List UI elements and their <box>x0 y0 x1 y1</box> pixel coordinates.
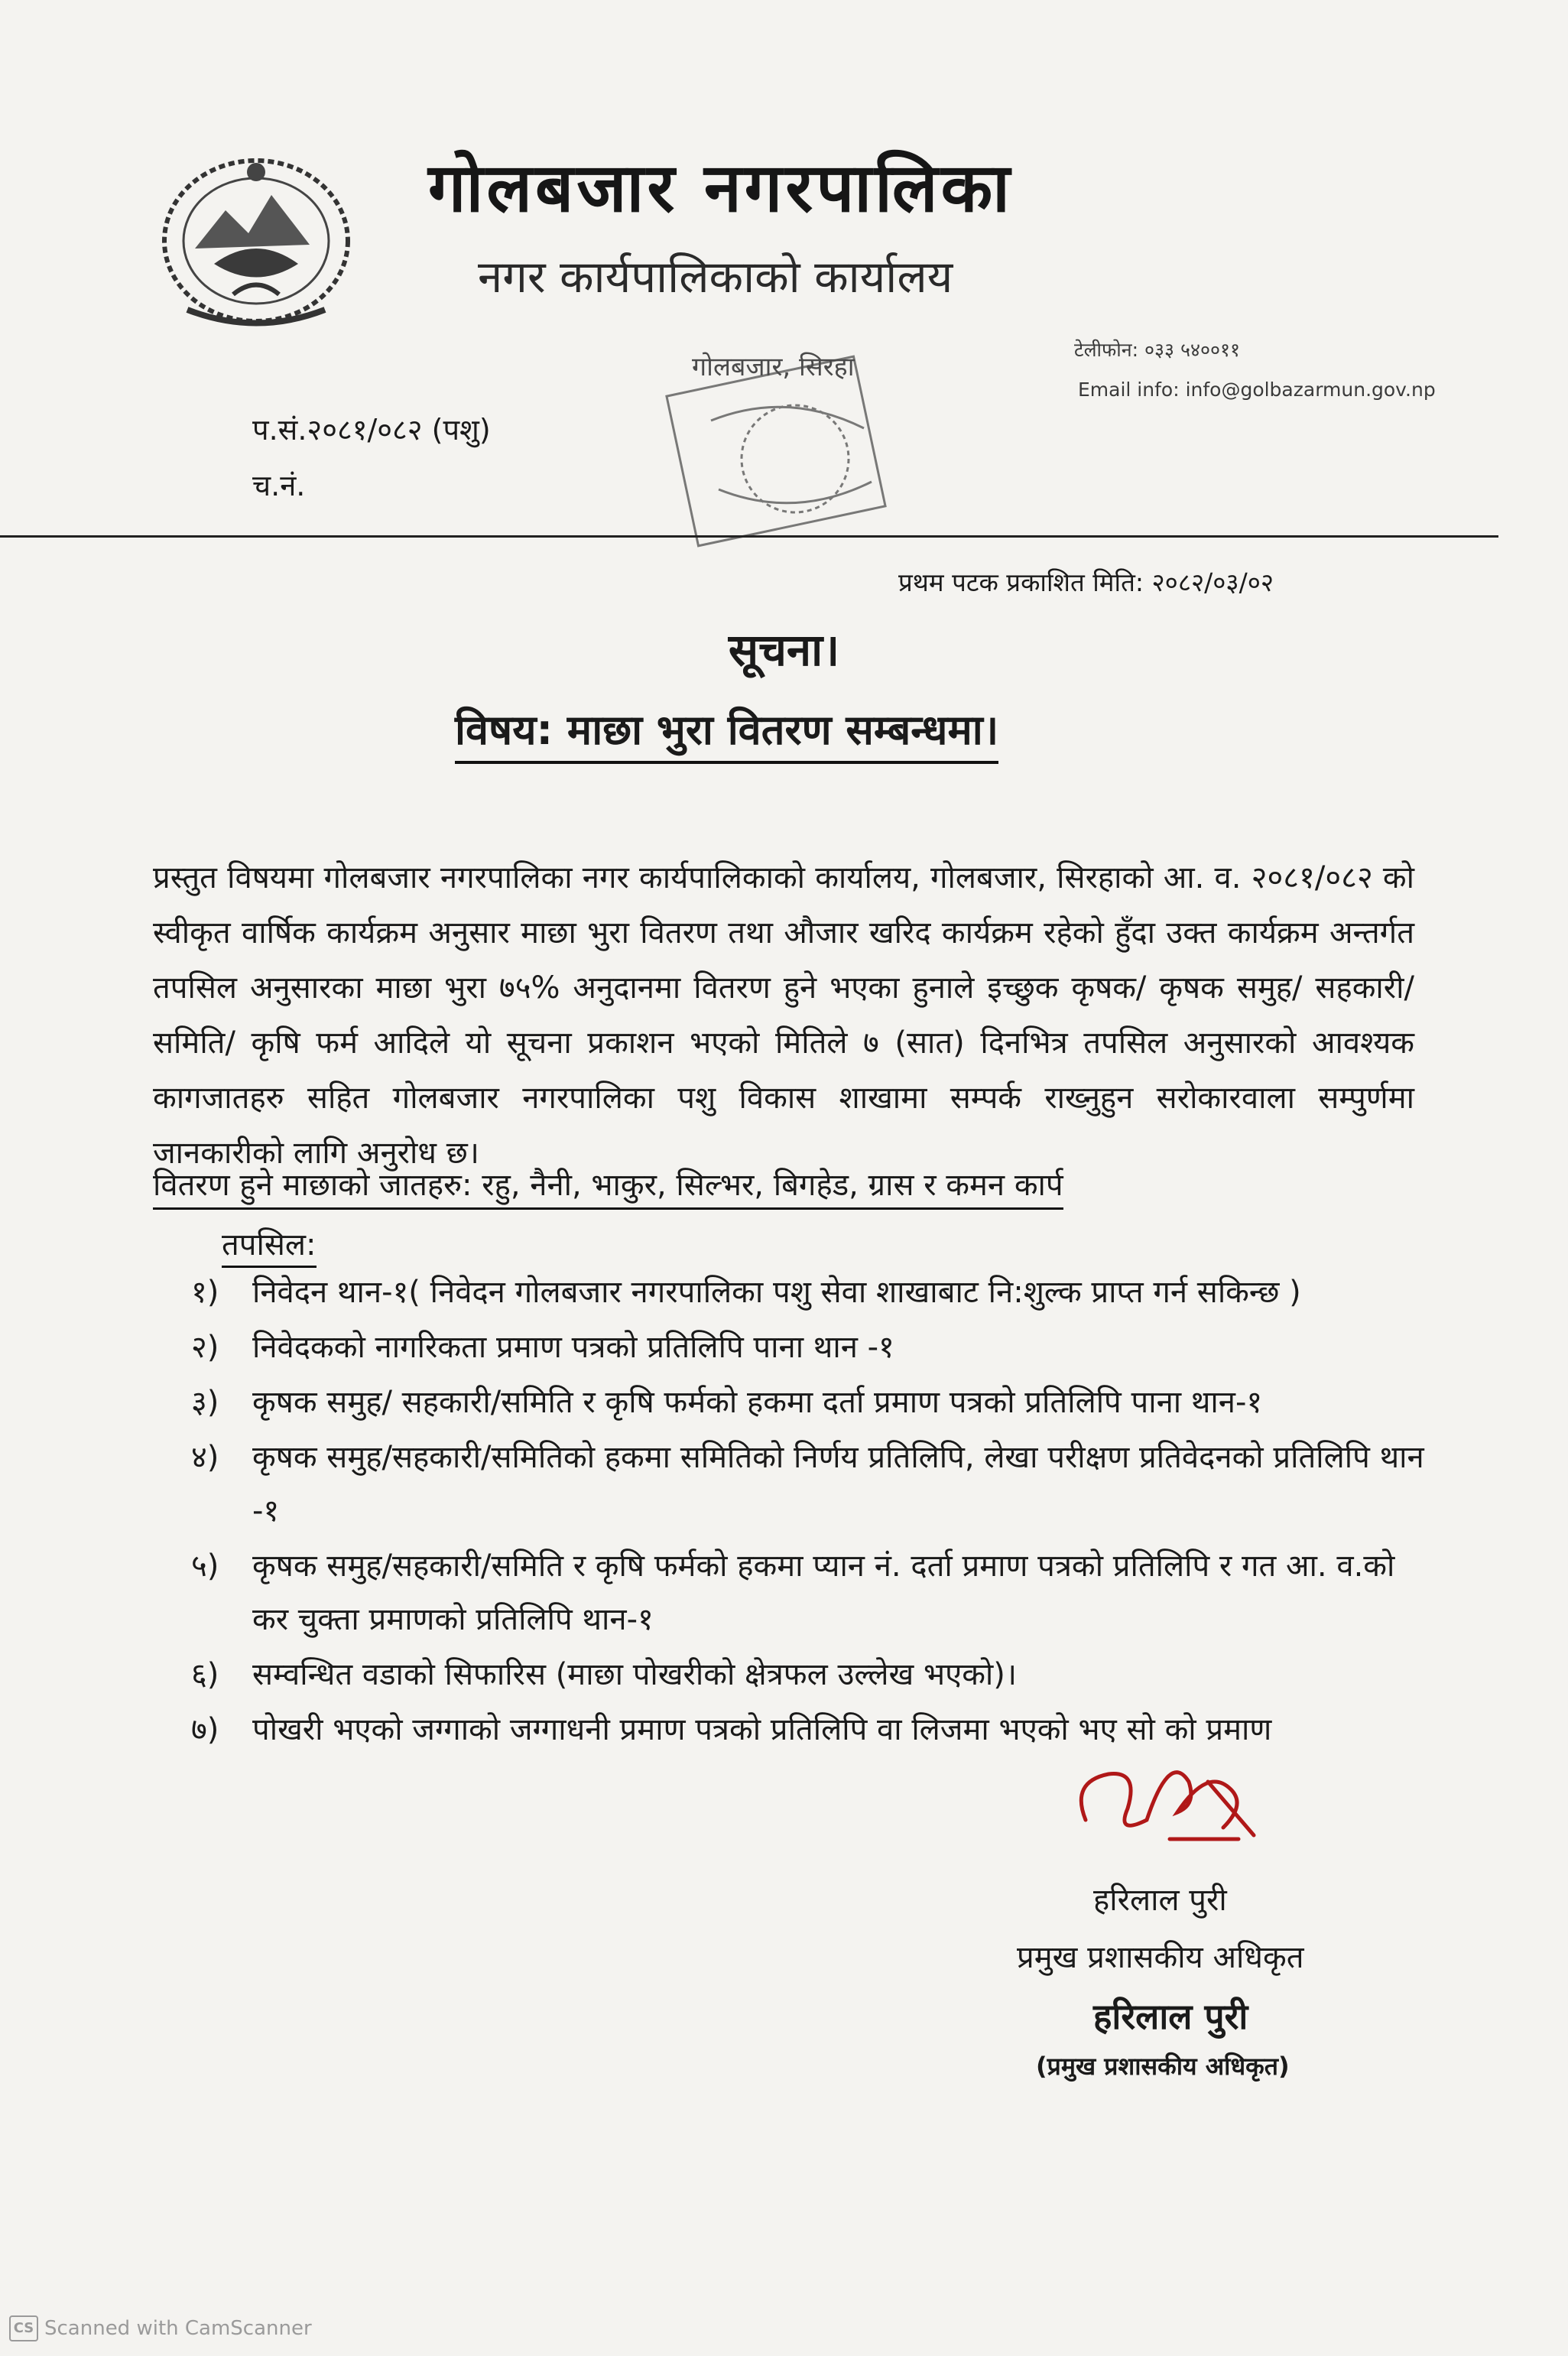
signatory-title: प्रमुख प्रशासकीय अधिकृत <box>1017 1940 1304 1975</box>
stamp-text: गोलबजार, सिरहा <box>692 352 855 382</box>
list-item-number: ४) <box>191 1440 219 1475</box>
list-item-number: ३) <box>191 1385 219 1420</box>
notice-title: सूचना। <box>728 624 840 676</box>
list-item-text: सम्वन्धित वडाको सिफारिस (माछा पोखरीको क्षेत्रफल उल्लेख भएको)। <box>252 1657 1018 1692</box>
tapasil-label: तपसिल: <box>222 1222 317 1268</box>
list-item-number: ५) <box>191 1548 219 1584</box>
reference-number: प.सं.२०८१/०८२ (पशु) <box>252 413 491 447</box>
list-item-number: ६) <box>191 1657 219 1692</box>
list-item-number: २) <box>191 1330 219 1365</box>
list-item <box>191 1266 1430 1319</box>
list-item-text: पोखरी भएको जग्गाको जग्गाधनी प्रमाण पत्रको प्रतिलिपि वा लिजमा भएको भए सो को प्रमाण <box>252 1712 1272 1747</box>
signature-icon <box>1055 1736 1284 1866</box>
list-item <box>191 1539 1430 1646</box>
list-item-number: १) <box>191 1275 219 1310</box>
list-item-text: निवेदन थान-१( निवेदन गोलबजार नगरपालिका पशु सेवा शाखाबाट नि:शुल्क प्राप्त गर्न सकिन्छ ) <box>252 1275 1301 1310</box>
notice-subject: विषय: माछा भुरा वितरण सम्बन्धमा। <box>455 700 998 764</box>
scanner-watermark <box>9 2315 312 2341</box>
signatory-name: हरिलाल पुरी <box>1093 1883 1227 1918</box>
list-item-text: कृषक समुह/सहकारी/समितिको हकमा समितिको निर्णय प्रतिलिपि, लेखा परीक्षण प्रतिवेदनको प्रतिलिपि थान -१ <box>252 1440 1424 1529</box>
list-item <box>191 1376 1430 1429</box>
fish-species-line: वितरण हुने माछाको जातहरु: रहु, नैनी, भाकुर, सिल्भर, बिगहेड, ग्रास र कमन कार्प <box>153 1162 1063 1210</box>
header-divider <box>0 535 1498 538</box>
list-item-text: कृषक समुह/सहकारी/समिति र कृषि फर्मको हकमा प्यान नं. दर्ता प्रमाण पत्रको प्रतिलिपि र गत आ. व.को कर चुक्ता प्रमाणको प्रतिलिपि थान-१ <box>252 1548 1395 1637</box>
email-text: Email info: info@golbazarmun.gov.np <box>1078 379 1436 401</box>
page-title: गोलबजार नगरपालिका <box>428 148 1013 227</box>
list-item-text: निवेदकको नागरिकता प्रमाण पत्रको प्रतिलिपि पाना थान -१ <box>252 1330 894 1365</box>
notice-body: प्रस्तुत विषयमा गोलबजार नगरपालिका नगर कार्यपालिकाको कार्यालय, गोलबजार, सिरहाको आ. व. २०८१/०८२ को स्वीकृत वार्षिक कार्यक्रम अनुसार माछा भुरा वितरण तथा औजार खरिद कार्यक्रम रहेको हुँदा उक्त कार्यक्रम अन्तर्गत तपसिल अनुसारका माछा भुरा ७५% अनुदानमा वितरण हुने भएका हुनाले इच्छुक कृषक/ कृषक समुह/ सहकारी/समिति/ कृषि फर्म आदिले यो सूचना प्रकाशन भएको मितिले ७ (सात) दिनभित्र तपसिल अनुसारको आवश्यक कागजातहरु सहित गोलबजार नगरपालिका पशु विकास शाखामा सम्पर्क राख्नुहुन सरोकारवाला सम्पुर्णमा जानकारीको लागि अनुरोध छ। <box>153 860 1414 1171</box>
telephone-text: टेलीफोन: ०३३ ५४००११ <box>1074 339 1240 361</box>
list-item <box>191 1321 1430 1374</box>
office-subtitle: नगर कार्यपालिकाको कार्यालय <box>478 251 953 303</box>
list-item-number: ७) <box>191 1712 219 1747</box>
signature-stamp-name: हरिलाल पुरी <box>1093 1996 1248 2037</box>
requirements-list <box>191 1266 1430 1758</box>
list-item <box>191 1648 1430 1701</box>
list-item-text: कृषक समुह/ सहकारी/समिति र कृषि फर्मको हकमा दर्ता प्रमाण पत्रको प्रतिलिपि पाना थान-१ <box>252 1385 1263 1420</box>
chalani-number: च.नं. <box>252 469 306 502</box>
signature-stamp-title: (प्रमुख प्रशासकीय अधिकृत) <box>1036 2052 1290 2081</box>
nepal-emblem-icon <box>141 141 371 340</box>
scanner-text: Scanned with CamScanner <box>44 2317 312 2340</box>
camscanner-logo-icon: CS <box>9 2315 38 2341</box>
published-date: प्रथम पटक प्रकाशित मिति: २०८२/०३/०२ <box>898 567 1274 597</box>
list-item <box>191 1431 1430 1538</box>
